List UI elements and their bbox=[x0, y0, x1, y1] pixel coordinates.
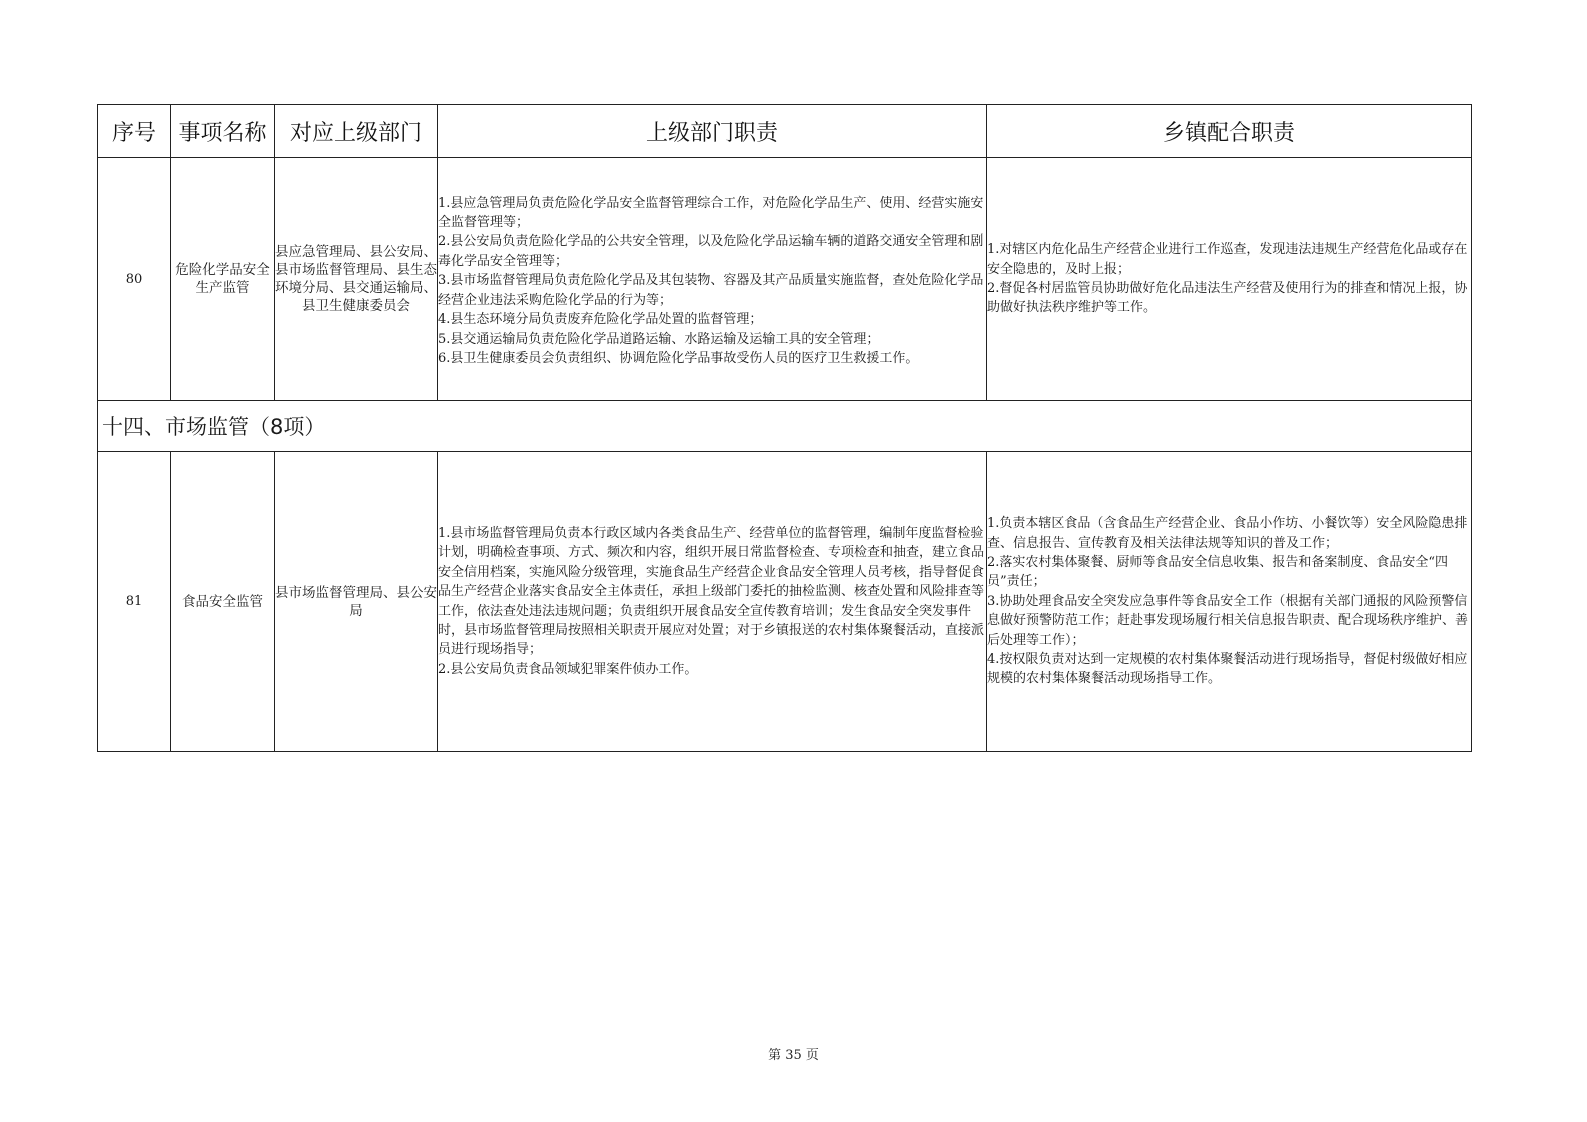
duty-line: 1.县市场监督管理局负责本行政区域内各类食品生产、经营单位的监督管理，编制年度监督检验计划，明确检查事项、方式、频次和内容，组织开展日常监督检查、专项检查和抽查，建立食品安全信用档案，实施风险分级管理，实施食品生产经营企业食品安全管理人员考核，指导督促食品生产经营企业落实食品安全主体责任，承担上级部门委托的抽检监测、核查处置和风险排查等工作，依法查处违法违规问题；负责组织开展食品安全宣传教育培训；发生食品安全突发事件时，县市场监督管理局按照相关职责开展应对处置；对于乡镇报送的农村集体聚餐活动，直接派员进行现场指导； bbox=[438, 525, 985, 658]
duty-line: 2.落实农村集体聚餐、厨师等食品安全信息收集、报告和备案制度、食品安全“四员”责任； bbox=[987, 554, 1449, 590]
duty-line: 1.负责本辖区食品（含食品生产经营企业、食品小作坊、小餐饮等）安全风险隐患排查、信息报告、宣传教育及相关法律法规等知识的普及工作； bbox=[987, 516, 1468, 551]
duty-line: 5.县交通运输局负责危险化学品道路运输、水路运输及运输工具的安全管理； bbox=[438, 331, 880, 347]
duty-line: 3.协助处理食品安全突发应急事件等食品安全工作（根据有关部门通报的风险预警信息做好预警防范工作；赶赴事发现场履行相关信息报告职责、配合现场秩序维护、善后处理等工作）； bbox=[987, 593, 1469, 648]
table-row bbox=[98, 158, 1472, 401]
section-row bbox=[98, 401, 1472, 452]
row-upper-dept: 县应急管理局、县公安局、县市场监督管理局、县生态环境分局、县交通运输局、县卫生健康委员会 bbox=[275, 158, 438, 401]
table-row bbox=[98, 452, 1472, 752]
row-item-name: 食品安全监管 bbox=[171, 452, 275, 752]
duty-line: 4.按权限负责对达到一定规模的农村集体聚餐活动进行现场指导，督促村级做好相应规模的农村集体聚餐活动现场指导工作。 bbox=[987, 652, 1468, 687]
row-upper-duties bbox=[438, 452, 987, 752]
duty-line: 6.县卫生健康委员会负责组织、协调危险化学品事故受伤人员的医疗卫生救援工作。 bbox=[438, 350, 919, 366]
duty-line: 3.县市场监督管理局负责危险化学品及其包装物、容器及其产品质量实施监督，查处危险化学品经营企业违法采购危险化学品的行为等； bbox=[438, 273, 984, 308]
header-item-name: 事项名称 bbox=[171, 105, 275, 158]
row-upper-duties bbox=[438, 158, 987, 401]
row-item-name: 危险化学品安全生产监管 bbox=[171, 158, 275, 401]
duty-line: 4.县生态环境分局负责废弃危险化学品处置的监督管理； bbox=[438, 312, 763, 328]
row-upper-dept: 县市场监督管理局、县公安局 bbox=[275, 452, 438, 752]
header-town-duties: 乡镇配合职责 bbox=[987, 105, 1472, 158]
row-town-duties bbox=[987, 158, 1472, 401]
row-number: 80 bbox=[98, 158, 171, 401]
header-upper-dept: 对应上级部门 bbox=[275, 105, 438, 158]
header-number: 序号 bbox=[98, 105, 171, 158]
header-upper-duties: 上级部门职责 bbox=[438, 105, 987, 158]
row-number: 81 bbox=[98, 452, 171, 752]
duty-table bbox=[97, 104, 1472, 752]
page-number: 第 35 页 bbox=[768, 1048, 819, 1063]
section-title: 十四、市场监管（8项） bbox=[98, 401, 1472, 452]
table-header-row bbox=[98, 105, 1472, 158]
duty-line: 1.县应急管理局负责危险化学品安全监督管理综合工作，对危险化学品生产、使用、经营实施安全监督管理等； bbox=[438, 195, 984, 231]
duty-line: 2.督促各村居监管员协助做好危化品违法生产经营及使用行为的排查和情况上报，协助做好执法秩序维护等工作。 bbox=[987, 281, 1468, 316]
row-town-duties bbox=[987, 452, 1472, 752]
duty-line: 1.对辖区内危化品生产经营企业进行工作巡查，发现违法违规生产经营危化品或存在安全隐患的，及时上报； bbox=[987, 242, 1468, 277]
duty-line: 2.县公安局负责危险化学品的公共安全管理，以及危险化学品运输车辆的道路交通安全管理和剧毒化学品安全管理等； bbox=[438, 234, 984, 269]
duty-line: 2.县公安局负责食品领域犯罪案件侦办工作。 bbox=[438, 661, 698, 677]
